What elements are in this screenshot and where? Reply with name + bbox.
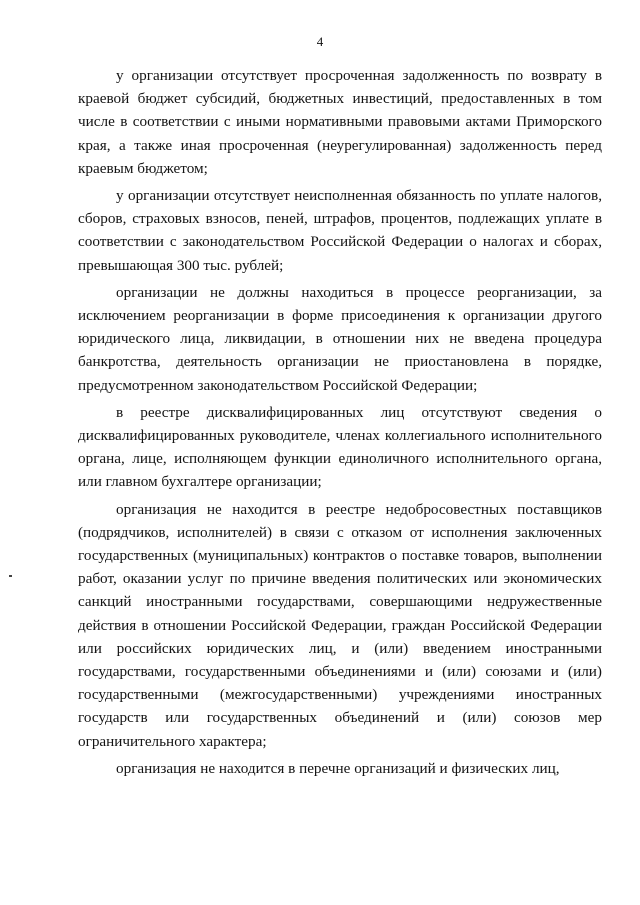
paragraph-reorganization: организации не должны находиться в процессе реорганизации, за исключением реорганизации в форме присоединения к организации другого юридического лица, ликвидации, в отношении них не введена процедура банкротства, деятельность организации не приостановлена в порядке, предусмотренном законодательством Российской Федерации;	[78, 283, 602, 394]
paragraph-unfair-suppliers-registry: организация не находится в реестре недобросовестных поставщиков (подрядчиков, исполнителей) в связи с отказом от исполнения заключенных государственных (муниципальных) контрактов о поставке товаров, выполнении работ, оказании услуг по причине введения политических или экономических санкций иностранными государствами, совершающими недружественные действия в отношении Российской Федерации, граждан Российской Федерации или российских юридических лиц, и (или) введением иностранными государствами, государственными объединениями и (или) союзами и (или) государственными (межгосударственными) учреждениями иностранных государств или государственных объединений и (или) союзов мер ограничительного характера;	[78, 500, 602, 750]
paragraph-overdue-debt: у организации отсутствует просроченная задолженность по возврату в краевой бюджет субсидий, бюджетных инвестиций, предоставленных в том числе в соответствии с иными нормативными правовыми актами Приморского края, а также иная просроченная (неурегулированная) задолженность перед краевым бюджетом;	[78, 67, 602, 177]
scan-artifact-mark	[9, 575, 12, 577]
page-number: 4	[316, 34, 324, 49]
paragraph-organizations-list: организация не находится в перечне организаций и физических лиц,	[116, 759, 560, 777]
paragraph-disqualified-persons: в реестре дисквалифицированных лиц отсутствуют сведения о дисквалифицированных руководителе, членах коллегиального исполнительного органа, лице, исполняющем функции единоличного исполнительного органа, или главном бухгалтере организации;	[78, 403, 602, 491]
document-body	[78, 64, 602, 784]
paragraph-tax-obligations: у организации отсутствует неисполненная обязанность по уплате налогов, сборов, страховых взносов, пеней, штрафов, процентов, подлежащих уплате в соответствии с законодательством Российской Федерации о налогах и сборах, превышающая 300 тыс. рублей;	[78, 187, 602, 274]
